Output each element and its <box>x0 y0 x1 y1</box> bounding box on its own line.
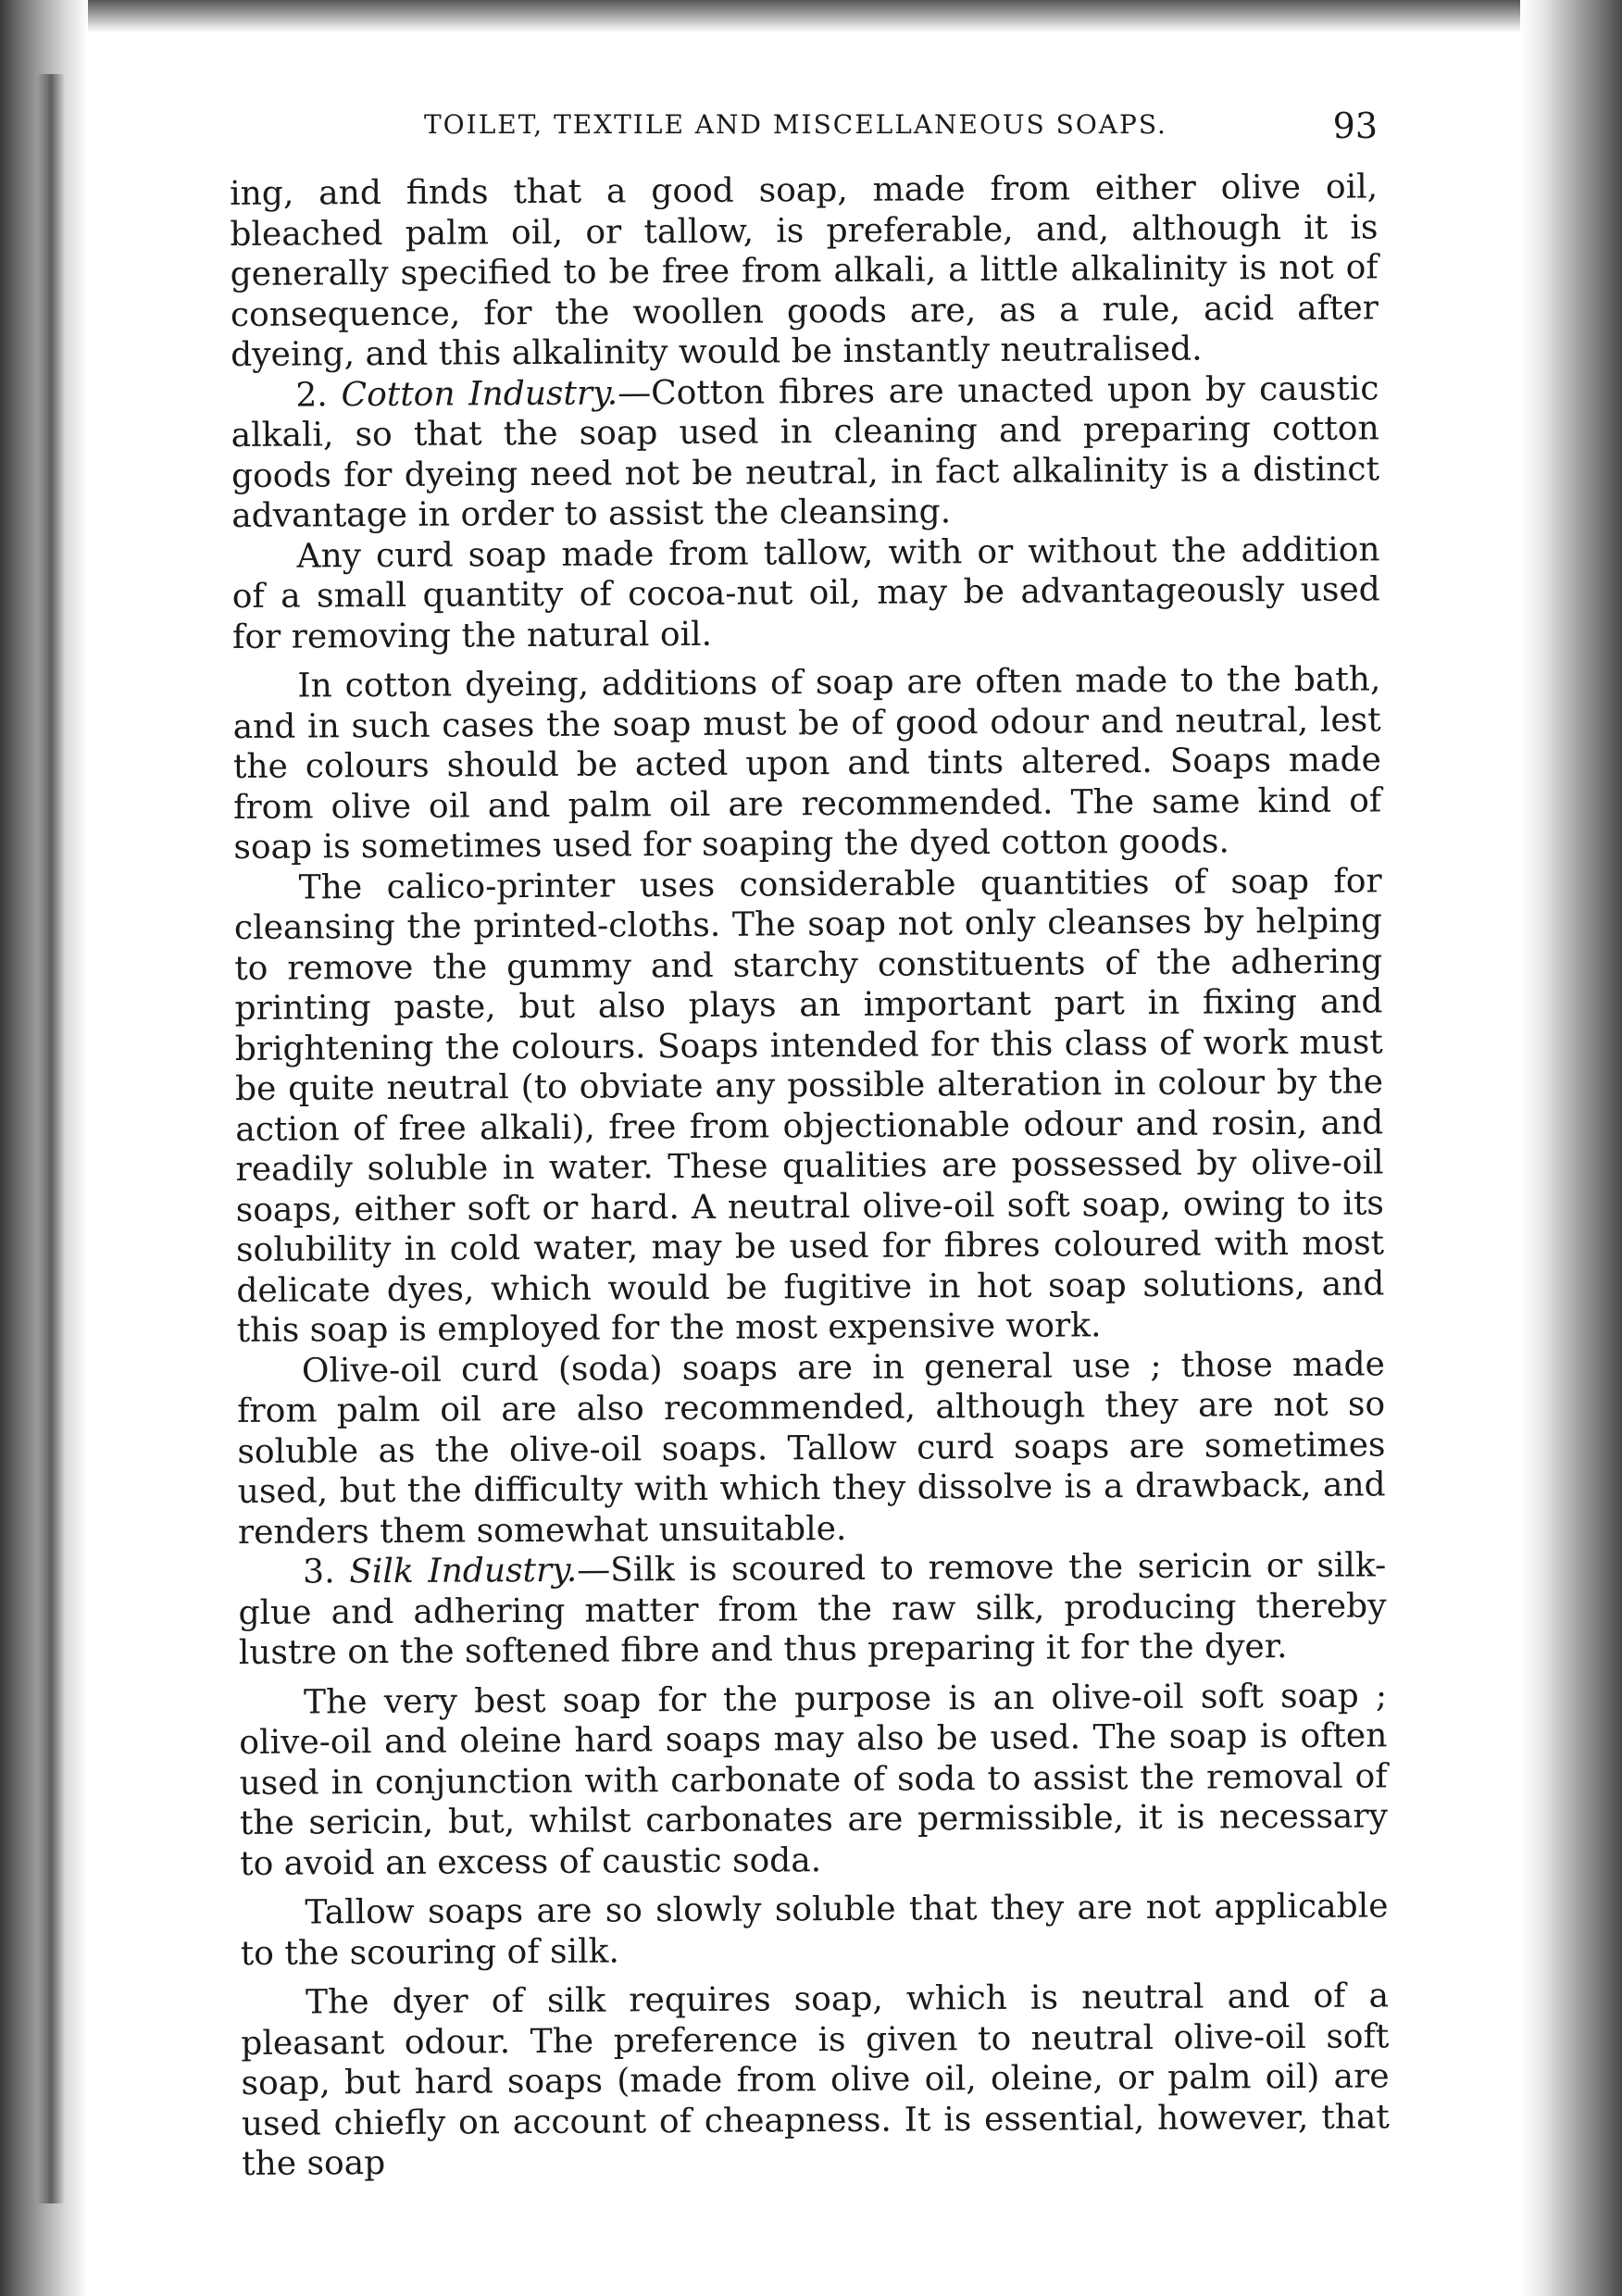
page-header <box>230 93 1378 157</box>
paragraph-5 <box>234 861 1385 1352</box>
paragraph-text: Olive-oil curd (soda) soaps are in general use ; those made from palm oil are also recommended, although they are not so soluble as the olive-oil soaps. Tallow curd soaps are sometimes used, but the difficulty with which they dissolve is a drawback, and renders them somewhat unsuitable. <box>237 1344 1386 1552</box>
scan-right-edge <box>1520 0 1622 2296</box>
paragraph-text: ing, and finds that a good soap, made from either olive oil, bleached palm oil, or tallow, is preferable, and, although it is generally specified to be free from alkali, a little alkalinity is not of consequence, for the woollen goods are, as a rule, acid after dyeing, and this alkalinity would be instantly neutralised. <box>230 168 1379 374</box>
paragraph-1 <box>230 167 1379 375</box>
scan-binding-shadow <box>37 74 65 2203</box>
book-page <box>230 93 1390 2185</box>
section-heading-silk-industry: Silk Industry. <box>349 1551 578 1591</box>
page-number: 93 <box>1332 106 1378 146</box>
paragraph-text: Any curd soap made from tallow, with or without the addition of a small quantity of cocoa-nut oil, may be advantageously used for removing the natural oil. <box>231 530 1380 656</box>
scan-top-edge <box>0 0 1622 33</box>
paragraph-7 <box>238 1545 1387 1673</box>
paragraph-9 <box>240 1886 1389 1974</box>
paragraph-text: The calico-printer uses considerable quantities of soap for cleansing the printed-cloths. The soap not only cleanses by helping to remove the gummy and starchy constituents of the adhering printing paste, but also plays an important part in fixing and brightening the colours. Soaps intended for this class of work must be quite neutral (to obviate any possible alteration in colour by the action of free alkali), free from objectionable odour and rosin, and readily soluble in water. These qualities are possessed by olive-oil soaps, either soft or hard. A neutral olive-oil soft soap, owing to its solubility in cold water, may be used for fibres coloured with most delicate dyes, which would be fugitive in hot soap solutions, and this soap is employed for the most expensive work. <box>233 861 1385 1350</box>
paragraph-3 <box>231 530 1380 657</box>
running-title: TOILET, TEXTILE AND MISCELLANEOUS SOAPS. <box>424 109 1167 140</box>
paragraph-text: The very best soap for the purpose is an olive-oil soft soap ; olive-oil and oleine hard soaps may also be used. The soap is often used in conjunction with carbonate of soda to assist the removal of the sericin, but, whilst carbonates are permissible, it is necessary to avoid an excess of caustic soda. <box>239 1676 1388 1883</box>
paragraph-text: —Silk is scoured to remove the sericin or silk-glue and adhering matter from the raw silk, producing thereby lustre on the softened fibre and thus preparing it for the dyer. <box>238 1546 1387 1672</box>
paragraph-text: Tallow soaps are so slowly soluble that they are not applicable to the scouring of silk. <box>240 1887 1389 1973</box>
paragraph-2 <box>231 368 1379 537</box>
paragraph-6 <box>237 1344 1386 1553</box>
paragraph-text: The dyer of silk requires soap, which is neutral and of a pleasant odour. The preference is given to neutral olive-oil soft soap, but hard soaps (made from olive oil, oleine, or palm oil) are used chiefly on account of cheapness. It is essential, however, that the soap <box>241 1977 1390 2183</box>
paragraph-4 <box>232 659 1381 867</box>
paragraph-text: —Cotton fibres are unacted upon by caustic alkali, so that the soap used in cleaning and preparing cotton goods for dyeing need not be neutral, in fact alkalinity is a distinct advantage in order to assist the cleansing. <box>231 368 1380 535</box>
section-number: 3. <box>303 1553 335 1591</box>
paragraph-10 <box>241 1976 1390 2184</box>
section-heading-cotton-industry: Cotton Industry. <box>341 373 618 414</box>
body-text <box>230 167 1390 2184</box>
section-number: 2. <box>295 375 328 415</box>
paragraph-text: In cotton dyeing, additions of soap are often made to the bath, and in such cases the soap must be of good odour and neutral, lest the colours should be acted upon and tints altered. Soaps made from olive oil and palm oil are recommended. The same kind of soap is sometimes used for soaping the dyed cotton goods. <box>232 660 1382 867</box>
paragraph-8 <box>239 1676 1388 1884</box>
